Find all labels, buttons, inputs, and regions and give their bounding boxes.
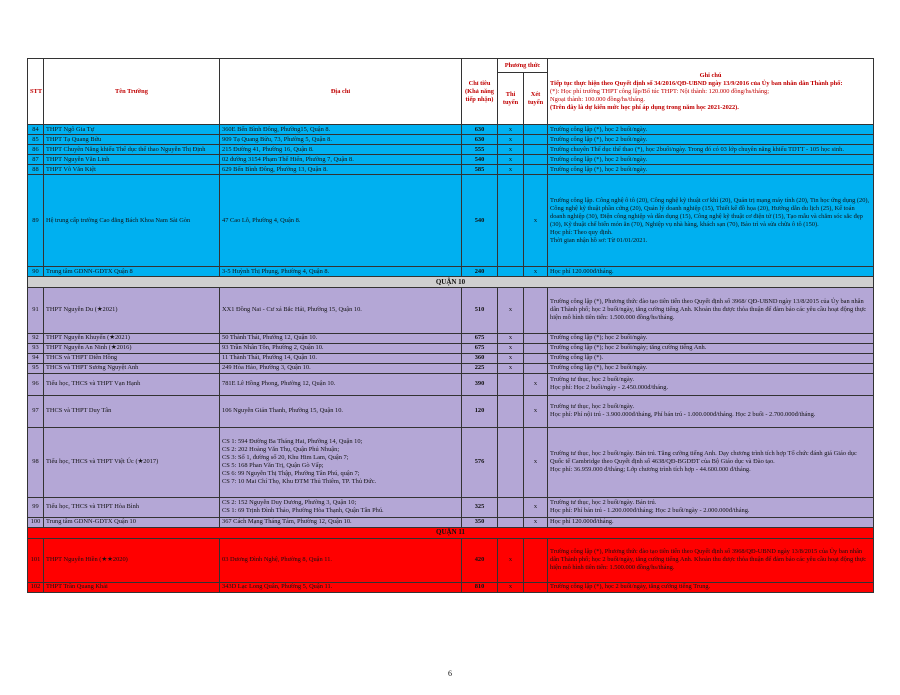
row-quota: 540 [462, 155, 498, 165]
row-address [220, 145, 462, 155]
district-header-row [28, 277, 874, 288]
address-line: 909 Tạ Quang Bửu, 73, Phường 5, Quận 8. [222, 135, 332, 143]
row-review-mark [524, 145, 548, 155]
row-quota: 630 [462, 125, 498, 135]
table-row [28, 175, 874, 267]
row-review-mark [524, 363, 548, 373]
table-row [28, 353, 874, 363]
row-stt: 84 [28, 125, 44, 135]
row-address [220, 333, 462, 343]
address-line: 3-5 Huỳnh Thị Phụng, Phường 4, Quận 8. [222, 267, 330, 275]
row-school-name: THPT Nguyễn Du (★2021) [44, 287, 220, 333]
address-line: XX1 Đồng Nai - Cư xá Bắc Hải, Phường 15, Quận 10. [222, 306, 362, 314]
row-quota: 810 [462, 582, 498, 592]
note-line: Học phí 120.000đ/tháng. [550, 267, 614, 275]
table-row [28, 497, 874, 517]
row-review-mark [524, 333, 548, 343]
row-address [220, 135, 462, 145]
row-review-mark [524, 155, 548, 165]
row-stt: 95 [28, 363, 44, 373]
row-address [220, 373, 462, 395]
note-line: Trường công lập (*), học 2 buổi/ngày. [550, 155, 648, 163]
row-stt: 101 [28, 538, 44, 582]
note-line: Trường tư thục, học 2 buổi/ngày. Bán trú. [550, 499, 657, 507]
row-address [220, 395, 462, 427]
row-exam-mark [498, 373, 524, 395]
row-note [548, 373, 874, 395]
header-notes-line3: Ngoại thành: 100.000 đồng/hs/tháng. [550, 95, 645, 103]
row-exam-mark: x [498, 135, 524, 145]
row-exam-mark: x [498, 155, 524, 165]
row-address [220, 287, 462, 333]
address-line: 360E Bến Bình Đông, Phường15, Quận 8. [222, 125, 331, 133]
row-address [220, 343, 462, 353]
note-line: Trường công lập (*), học 2 buổi/ngày. [550, 165, 648, 173]
row-quota: 390 [462, 373, 498, 395]
note-line: Trường công lập (*), học 2 buổi/ngày. [550, 364, 648, 372]
table-row [28, 125, 874, 135]
row-school-name: Trung tâm GDNN-GDTX Quận 8 [44, 267, 220, 277]
row-school-name: THCS và THPT Diên Hồng [44, 353, 220, 363]
row-review-mark [524, 287, 548, 333]
row-address [220, 125, 462, 135]
row-school-name: THCS và THPT Sương Nguyệt Anh [44, 363, 220, 373]
table-row [28, 427, 874, 497]
row-school-name: Tiểu học, THCS và THPT Vạn Hạnh [44, 373, 220, 395]
table-row [28, 135, 874, 145]
address-line: CS 5: 168 Phan Văn Trị, Quận Gò Vấp; [222, 462, 324, 470]
header-notes-line4: (Trên đây là dự kiến mức học phí áp dụng trong năm học 2021-2022). [550, 103, 739, 111]
row-note [548, 175, 874, 267]
table-row [28, 373, 874, 395]
row-quota: 325 [462, 497, 498, 517]
address-line: 343D Lạc Long Quân, Phường 5, Quận 11. [222, 583, 333, 590]
address-line: CS 2: 152 Nguyễn Duy Dương, Phường 3, Quận 10; [222, 499, 357, 507]
page-number: 6 [448, 669, 452, 678]
row-address [220, 427, 462, 497]
row-school-name: THCS và THPT Duy Tân [44, 395, 220, 427]
table-row [28, 267, 874, 277]
address-line: 93 Trần Nhân Tôn, Phường 2, Quận 10. [222, 344, 324, 352]
header-notes-title: Ghi chú [699, 71, 722, 79]
row-stt: 85 [28, 135, 44, 145]
row-stt: 100 [28, 517, 44, 527]
table-row [28, 538, 874, 582]
row-exam-mark: x [498, 582, 524, 592]
note-line: Trường công lập (*). [550, 354, 604, 362]
address-line: CS 7: 10 Mai Chí Thọ, Khu ĐTM Thủ Thiêm, TP. Thủ Đức. [222, 478, 377, 486]
address-line: 11 Thành Thái, Phường 14, Quận 10. [222, 354, 317, 362]
table-row [28, 363, 874, 373]
address-line: 50 Thành Thái, Phường 12, Quận 10. [222, 334, 318, 342]
note-line: Trường chuyên Thể dục thể thao (*), học 2buổi/ngày. Trong đó có 03 lớp chuyên năng khiếu TDTT - 105 học sinh. [550, 145, 844, 153]
row-quota: 350 [462, 517, 498, 527]
address-line: 629 Bến Bình Đông, Phường 13, Quận 8. [222, 165, 328, 173]
header-school-name: Tên Trường [44, 59, 220, 125]
note-line: Trường công lập (*); học 2 buổi/ngày; tăng cường tiếng Anh. [550, 344, 707, 352]
row-note [548, 125, 874, 135]
note-line: Học phí: 36.959.000 đ/tháng; Lớp chương trình tích hợp - 44.600.000 đ/tháng. [550, 466, 751, 474]
row-note [548, 395, 874, 427]
address-line: CS 3: Số 1, đường số 20, Khu Him Lam, Quận 7; [222, 454, 349, 462]
row-stt: 90 [28, 267, 44, 277]
note-line: Trường công lập (*), học 2 buổi/ngày. [550, 125, 648, 133]
row-note [548, 582, 874, 592]
address-line: 367 Cách Mạng Tháng Tám, Phường 12, Quận 10. [222, 518, 352, 526]
row-exam-mark [498, 497, 524, 517]
address-line: 215 Đường 41, Phường 16, Quận 8. [222, 145, 314, 153]
row-note [548, 517, 874, 527]
row-note [548, 135, 874, 145]
header-notes [548, 59, 874, 125]
row-stt: 97 [28, 395, 44, 427]
row-quota: 420 [462, 538, 498, 582]
row-exam-mark [498, 427, 524, 497]
row-school-name: THPT Nguyễn Văn Linh [44, 155, 220, 165]
row-address [220, 267, 462, 277]
row-review-mark [524, 135, 548, 145]
row-note [548, 363, 874, 373]
address-line: CS 6: 99 Nguyễn Thị Thập, Phường Tân Phú, quận 7; [222, 470, 360, 478]
note-line: Trường công lập. Công nghệ ô tô (20), Công nghệ kỹ thuật cơ khí (20), Quản trị mạng máy tính (20), Tin học ứng dụng (20), Công nghệ kỹ thuật phần cứng (20), Quản lý doanh nghiệp (15), Thiết kế đồ họa (20), Hướng dẫn du lịch (25), Kế toán doanh nghiệp (30), Điện công nghiệp và dân dụng (15), Công nghệ kỹ thuật cơ điện tử (15), Tạo mẫu và chăm sóc sắc đẹp (30), Kỹ thuật chế biến món ăn (70), Nghiệp vụ nhà hàng, khách sạn (70), Bảo trì và sửa chữa ô tô (150). [550, 196, 870, 228]
table-row [28, 145, 874, 155]
admission-table-sheet [27, 58, 873, 593]
header-notes-line2: (*): Học phí trường THPT công lập/Bổ túc THPT: Nội thành: 120.000 đồng/hs/tháng; [550, 87, 770, 95]
header-quota: Chỉ tiêu (Khả năng tiếp nhận) [462, 59, 498, 125]
row-quota: 555 [462, 145, 498, 155]
row-exam-mark: x [498, 125, 524, 135]
note-line: Trường công lập (*), học 2 buổi/ngày, tăng cường tiếng Trung. [550, 583, 711, 590]
table-row [28, 165, 874, 175]
school-table [27, 58, 874, 593]
row-address [220, 363, 462, 373]
address-line: 106 Nguyễn Giản Thanh, Phường 15, Quận 10. [222, 407, 344, 415]
table-row [28, 517, 874, 527]
note-line: Trường tư thục, học 2 buổi/ngày. [550, 403, 635, 411]
row-exam-mark: x [498, 145, 524, 155]
district-label: QUẬN 11 [28, 527, 874, 538]
row-quota: 576 [462, 427, 498, 497]
row-exam-mark: x [498, 287, 524, 333]
address-line: 249 Hòa Hảo, Phường 3, Quận 10. [222, 364, 311, 372]
row-review-mark [524, 125, 548, 135]
row-stt: 102 [28, 582, 44, 592]
row-stt: 94 [28, 353, 44, 363]
row-stt: 93 [28, 343, 44, 353]
row-address [220, 175, 462, 267]
row-school-name: THPT Trần Quang Khải [44, 582, 220, 592]
row-school-name: THPT Nguyễn Khuyến (★2021) [44, 333, 220, 343]
row-note [548, 267, 874, 277]
row-exam-mark [498, 175, 524, 267]
row-exam-mark: x [498, 333, 524, 343]
note-line: Học phí: Học 2 buổi/ngày - 2.450.000đ/tháng. [550, 384, 669, 392]
row-exam-mark: x [498, 353, 524, 363]
row-stt: 91 [28, 287, 44, 333]
row-review-mark [524, 538, 548, 582]
row-quota: 120 [462, 395, 498, 427]
row-review-mark [524, 343, 548, 353]
row-note [548, 353, 874, 363]
row-exam-mark [498, 395, 524, 427]
header-notes-line1: Tiếp tục thực hiện theo Quyết định số 34/2016/QĐ-UBND ngày 13/9/2016 của Ủy ban nhân dân Thành phố: [550, 79, 843, 87]
district-header-row [28, 527, 874, 538]
row-quota: 630 [462, 135, 498, 145]
row-review-mark: x [524, 395, 548, 427]
row-review-mark [524, 582, 548, 592]
row-quota: 240 [462, 267, 498, 277]
row-school-name: Trung tâm GDNN-GDTX Quận 10 [44, 517, 220, 527]
row-exam-mark: x [498, 363, 524, 373]
row-school-name: THPT Tạ Quang Bửu [44, 135, 220, 145]
row-school-name: THPT Ngô Gia Tự [44, 125, 220, 135]
header-address: Địa chỉ [220, 59, 462, 125]
row-quota: 585 [462, 165, 498, 175]
note-line: Thời gian nhận hồ sơ: Từ 01/01/2021. [550, 236, 648, 244]
row-quota: 675 [462, 333, 498, 343]
row-exam-mark [498, 517, 524, 527]
row-review-mark [524, 353, 548, 363]
note-line: Học phí: Theo quy định. [550, 228, 613, 236]
table-row [28, 333, 874, 343]
note-line: Học phí: Phí bán trú - 1.200.000đ/tháng; Học 2 buổi/ngày - 2.000.000đ/tháng. [550, 507, 750, 515]
row-note [548, 538, 874, 582]
table-row [28, 287, 874, 333]
row-address [220, 538, 462, 582]
row-school-name: THPT Nguyễn Hiền (★★2020) [44, 538, 220, 582]
row-stt: 99 [28, 497, 44, 517]
table-row [28, 582, 874, 592]
row-exam-mark: x [498, 538, 524, 582]
row-review-mark: x [524, 373, 548, 395]
row-note [548, 497, 874, 517]
row-review-mark: x [524, 497, 548, 517]
row-school-name: Hệ trung cấp trường Cao đẳng Bách Khoa Nam Sài Gòn [44, 175, 220, 267]
table-row [28, 395, 874, 427]
note-line: Trường công lập (*), Phương thức đào tạo tiên tiến theo Quyết định số 3968/ QĐ-UBND ngày 13/8/2015 của Ủy ban nhân dân Thành phố; học 2 buổi/ngày, tăng cường tiếng Anh. Khoản thu được thỏa thuận để đảm bảo các yêu cầu hoạt động thực hiện mô hình tiên tiến: 1.500.000 đồng/hs/tháng. [550, 298, 867, 322]
address-line: 03 Dương Đình Nghệ, Phường 8, Quận 11. [222, 556, 333, 563]
row-exam-mark: x [498, 165, 524, 175]
row-stt: 87 [28, 155, 44, 165]
row-stt: 98 [28, 427, 44, 497]
row-address [220, 155, 462, 165]
row-school-name: THPT Võ Văn Kiệt [44, 165, 220, 175]
row-stt: 86 [28, 145, 44, 155]
note-line: Học phí 120.000đ/tháng. [550, 518, 614, 526]
row-review-mark: x [524, 175, 548, 267]
row-exam-mark [498, 267, 524, 277]
row-address [220, 517, 462, 527]
address-line: CS 2: 202 Hoàng Văn Thụ, Quận Phú Nhuận; [222, 446, 340, 454]
row-stt: 92 [28, 333, 44, 343]
address-line: CS 1: 69 Trịnh Đình Thảo, Phường Hòa Thạnh, Quận Tân Phú. [222, 507, 384, 515]
row-school-name: THPT Nguyễn An Ninh (★2016) [44, 343, 220, 353]
address-line: 781E Lê Hồng Phong, Phường 12, Quận 10. [222, 380, 336, 388]
row-quota: 540 [462, 175, 498, 267]
note-line: Trường công lập (*), Phương thức đào tạo tiên tiến theo Quyết định số 3968/QĐ-UBND ngày 13/8/2015 của Ủy ban nhân dân Thành phố; học 2 buổi/ngày, tăng cường tiếng Anh. Khoản thu được thỏa thuận để đảm bảo các yêu cầu hoạt động thực hiện mô hình tiên tiến: 1.500.000 đồng/hs/tháng. [550, 548, 867, 571]
row-address [220, 165, 462, 175]
row-quota: 225 [462, 363, 498, 373]
row-school-name: Tiểu học, THCS và THPT Việt Úc (★2017) [44, 427, 220, 497]
row-address [220, 582, 462, 592]
note-line: Trường công lập (*), học 2 buổi/ngày. [550, 135, 648, 143]
row-review-mark: x [524, 517, 548, 527]
row-note [548, 427, 874, 497]
row-note [548, 333, 874, 343]
address-line: 02 đường 3154 Phạm Thế Hiển, Phường 7, Quận 8. [222, 155, 354, 163]
row-note [548, 155, 874, 165]
row-note [548, 343, 874, 353]
header-exam: Thi tuyển [498, 73, 524, 125]
district-label: QUẬN 10 [28, 277, 874, 288]
header-method: Phương thức [498, 59, 548, 73]
note-line: Trường công lập (*); học 2 buổi/ngày. [550, 334, 648, 342]
row-quota: 510 [462, 287, 498, 333]
table-body [28, 125, 874, 593]
note-line: Trường tư thục, học 2 buổi/ngày. Bán trú. Tăng cường tiếng Anh. Dạy chương trình tích hợp Tổ chức đánh giá Giáo dục Quốc tế Cambridge theo Quyết định số 4638/QĐ-BGDĐT của Bộ Giáo dục và Đào tạo. [550, 450, 857, 466]
header-stt: STT [28, 59, 44, 125]
address-line: 47 Cao Lỗ, Phường 4, Quận 8. [222, 216, 301, 224]
table-row [28, 343, 874, 353]
row-stt: 88 [28, 165, 44, 175]
row-note [548, 145, 874, 155]
note-line: Trường tư thục, học 2 buổi/ngày. [550, 376, 635, 384]
row-school-name: Tiểu học, THCS và THPT Hòa Bình [44, 497, 220, 517]
table-row [28, 155, 874, 165]
row-address [220, 353, 462, 363]
row-stt: 96 [28, 373, 44, 395]
row-address [220, 497, 462, 517]
address-line: CS 1: 594 Đường Ba Tháng Hai, Phường 14, Quận 10; [222, 438, 363, 446]
row-review-mark [524, 165, 548, 175]
row-note [548, 165, 874, 175]
row-quota: 360 [462, 353, 498, 363]
row-exam-mark: x [498, 343, 524, 353]
header-review: Xét tuyển [524, 73, 548, 125]
row-review-mark: x [524, 267, 548, 277]
note-line: Học phí: Phí nội trú - 3.900.000đ/tháng, Phí bán trú - 1.000.000đ/tháng. Học 2 buổi - 2.700.000đ/tháng. [550, 411, 816, 419]
row-quota: 675 [462, 343, 498, 353]
row-stt: 89 [28, 175, 44, 267]
row-school-name: THPT Chuyên Năng khiếu Thể dục thể thao Nguyễn Thị Định [44, 145, 220, 155]
row-review-mark: x [524, 427, 548, 497]
row-note [548, 287, 874, 333]
